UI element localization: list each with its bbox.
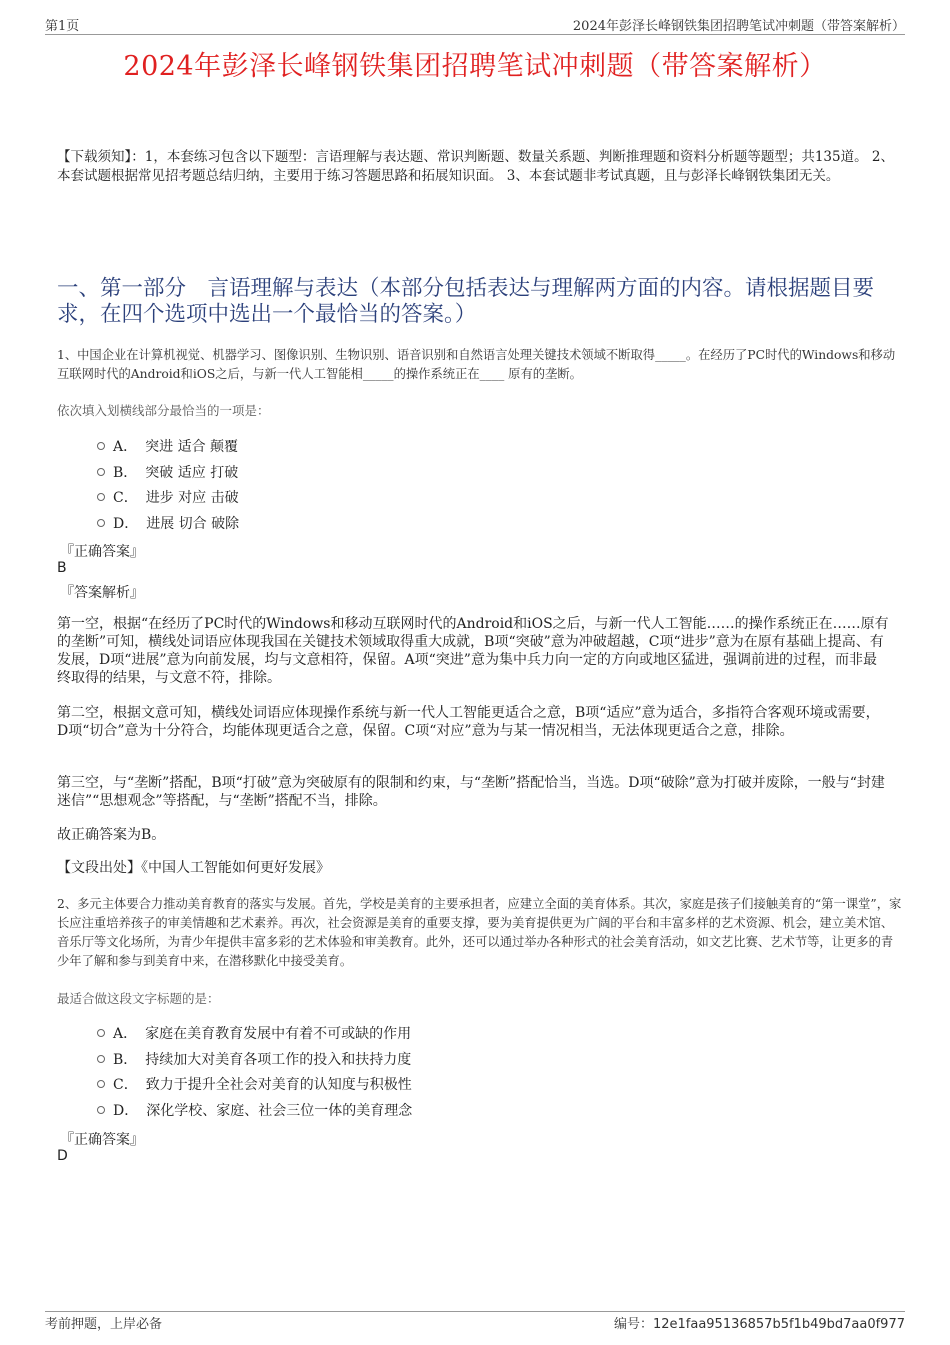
question-2-answer-label: 『正确答案』 — [60, 1132, 144, 1148]
question-2-option-d[interactable] — [97, 1097, 412, 1123]
option-text: 突破 适应 打破 — [145, 464, 239, 481]
document-title: 2024年彭泽长峰钢铁集团招聘笔试冲刺题（带答案解析） — [123, 51, 827, 82]
question-2-option-b[interactable] — [97, 1046, 412, 1072]
question-1-text: 1、中国企业在计算机视觉、机器学习、图像识别、生物识别、语音识别和自然语言处理关键技术领域不断取得_____。在经历了PC时代的Windows和移动互联网时代的Android和iOS之后，与新一代人工智能相_____的操作系统正在____ 原有的垄断。 — [57, 348, 896, 381]
question-1-prompt: 依次填入划横线部分最恰当的一项是： — [57, 403, 270, 418]
header-doc-title: 2024年彭泽长峰钢铁集团招聘笔试冲刺题（带答案解析） — [572, 18, 905, 34]
question-1-answer-label: 『正确答案』 — [60, 544, 144, 560]
radio-icon[interactable] — [97, 493, 105, 501]
option-text: 致力于提升全社会对美育的认知度与积极性 — [145, 1077, 412, 1094]
analysis-conclusion: 故正确答案为B。 — [57, 827, 166, 843]
option-letter: D． — [113, 515, 139, 532]
download-notice: 【下载须知】：1，本套练习包含以下题型：言语理解与表达题、常识判断题、数量关系题、判断推理题和资料分析题等题型；共135道。 2、本套试题根据常见招考题总结归纳，主要用于练习答题思路和拓展知识面。 3、本套试题非考试真题，且与彭泽长峰钢铁集团无关。 — [57, 149, 894, 184]
option-letter: B． — [113, 1051, 138, 1068]
page-number: 第1页 — [45, 18, 80, 34]
option-text: 突进 适合 颠覆 — [145, 438, 239, 455]
question-2-prompt: 最适合做这段文字标题的是： — [57, 991, 220, 1006]
footer-code-label: 编号： — [613, 1317, 653, 1332]
question-1-option-b[interactable] — [97, 459, 239, 485]
option-text: 深化学校、家庭、社会三位一体的美育理念 — [146, 1102, 413, 1119]
option-letter: C． — [113, 490, 138, 507]
radio-icon[interactable] — [97, 1029, 105, 1037]
footer-slogan: 考前押题，上岸必备 — [45, 1317, 163, 1332]
radio-icon[interactable] — [97, 1080, 105, 1088]
option-letter: A． — [113, 1025, 138, 1042]
question-1-option-a[interactable] — [97, 433, 239, 459]
analysis-paragraph-1: 第一空，根据“在经历了PC时代的Windows和移动互联网时代的Android和iOS之后，与新一代人工智能……的操作系统正在……原有的垄断”可知，横线处词语应体现我国在关键技术领域取得重大成就，B项“突破”意为冲破超越，C项“进步”意为在原有基础上提高、有发展，D项“进展”意为向前发展，均与文意相符，保留。A项“突进”意为集中兵力向一定的方向或地区猛进，强调前进的过程，而非最终取得的结果，与文意不符，排除。 — [57, 616, 889, 686]
option-letter: A． — [113, 438, 138, 455]
option-text: 进步 对应 击破 — [145, 490, 239, 507]
question-2-option-a[interactable] — [97, 1020, 412, 1046]
radio-icon[interactable] — [97, 468, 105, 476]
question-2-options — [97, 1020, 412, 1123]
radio-icon[interactable] — [97, 519, 105, 527]
option-letter: D． — [113, 1102, 139, 1119]
option-text: 家庭在美育教育发展中有着不可或缺的作用 — [145, 1025, 412, 1042]
question-1-analysis-label: 『答案解析』 — [60, 585, 144, 601]
page-footer — [45, 1311, 905, 1332]
option-letter: C． — [113, 1077, 138, 1094]
analysis-paragraph-3: 第三空，与“垄断”搭配，B项“打破”意为突破原有的限制和约束，与“垄断”搭配恰当，当选。D项“破除”意为打破并废除，一般与“封建迷信”“思想观念”等搭配，与“垄断”搭配不当，排除。 — [57, 775, 885, 809]
question-2-answer: D — [57, 1148, 68, 1164]
option-letter: B． — [113, 464, 138, 481]
page-header — [45, 14, 905, 35]
question-2-option-c[interactable] — [97, 1071, 412, 1097]
analysis-paragraph-2: 第二空，根据文意可知，横线处词语应体现操作系统与新一代人工智能更适合之意，B项“适应”意为适合，多指符合客观环境或需要，D项“切合”意为十分符合，均能体现更适合之意，保留。C项“对应”意为与某一情况相当，无法体现更适合之意，排除。 — [57, 705, 880, 739]
section-title: 一、第一部分 言语理解与表达（本部分包括表达与理解两方面的内容。请根据题目要求，在四个选项中选出一个最恰当的答案。） — [57, 276, 875, 327]
option-text: 进展 切合 破除 — [146, 515, 240, 532]
passage-source: 【文段出处】《中国人工智能如何更好发展》 — [57, 860, 330, 876]
question-1-option-c[interactable] — [97, 484, 239, 510]
footer-code: 12e1faa95136857b5f1b49bd7aa0f977 — [652, 1317, 905, 1332]
radio-icon[interactable] — [97, 1106, 105, 1114]
question-1-option-d[interactable] — [97, 510, 239, 536]
footer-code-block — [614, 1313, 905, 1332]
radio-icon[interactable] — [97, 1055, 105, 1063]
option-text: 持续加大对美育各项工作的投入和扶持力度 — [145, 1051, 412, 1068]
question-2-text: 2、多元主体要合力推动美育教育的落实与发展。首先，学校是美育的主要承担者，应建立全面的美育体系。其次，家庭是孩子们接触美育的“第一课堂”，家长应注重培养孩子的审美情趣和艺术素养。再次，社会资源是美育的重要支撑，要为美育提供更为广阔的平台和丰富多样的艺术资源、机会，建立美术馆、音乐厅等文化场所，为青少年提供丰富多彩的艺术体验和审美教育。此外，还可以通过举办各种形式的社会美育活动，如文艺比赛、艺术节等，让更多的青少年了解和参与到美育中来，在潜移默化中接受美育。 — [57, 897, 902, 968]
radio-icon[interactable] — [97, 442, 105, 450]
question-1-answer: B — [57, 560, 67, 576]
question-1-options — [97, 433, 239, 536]
